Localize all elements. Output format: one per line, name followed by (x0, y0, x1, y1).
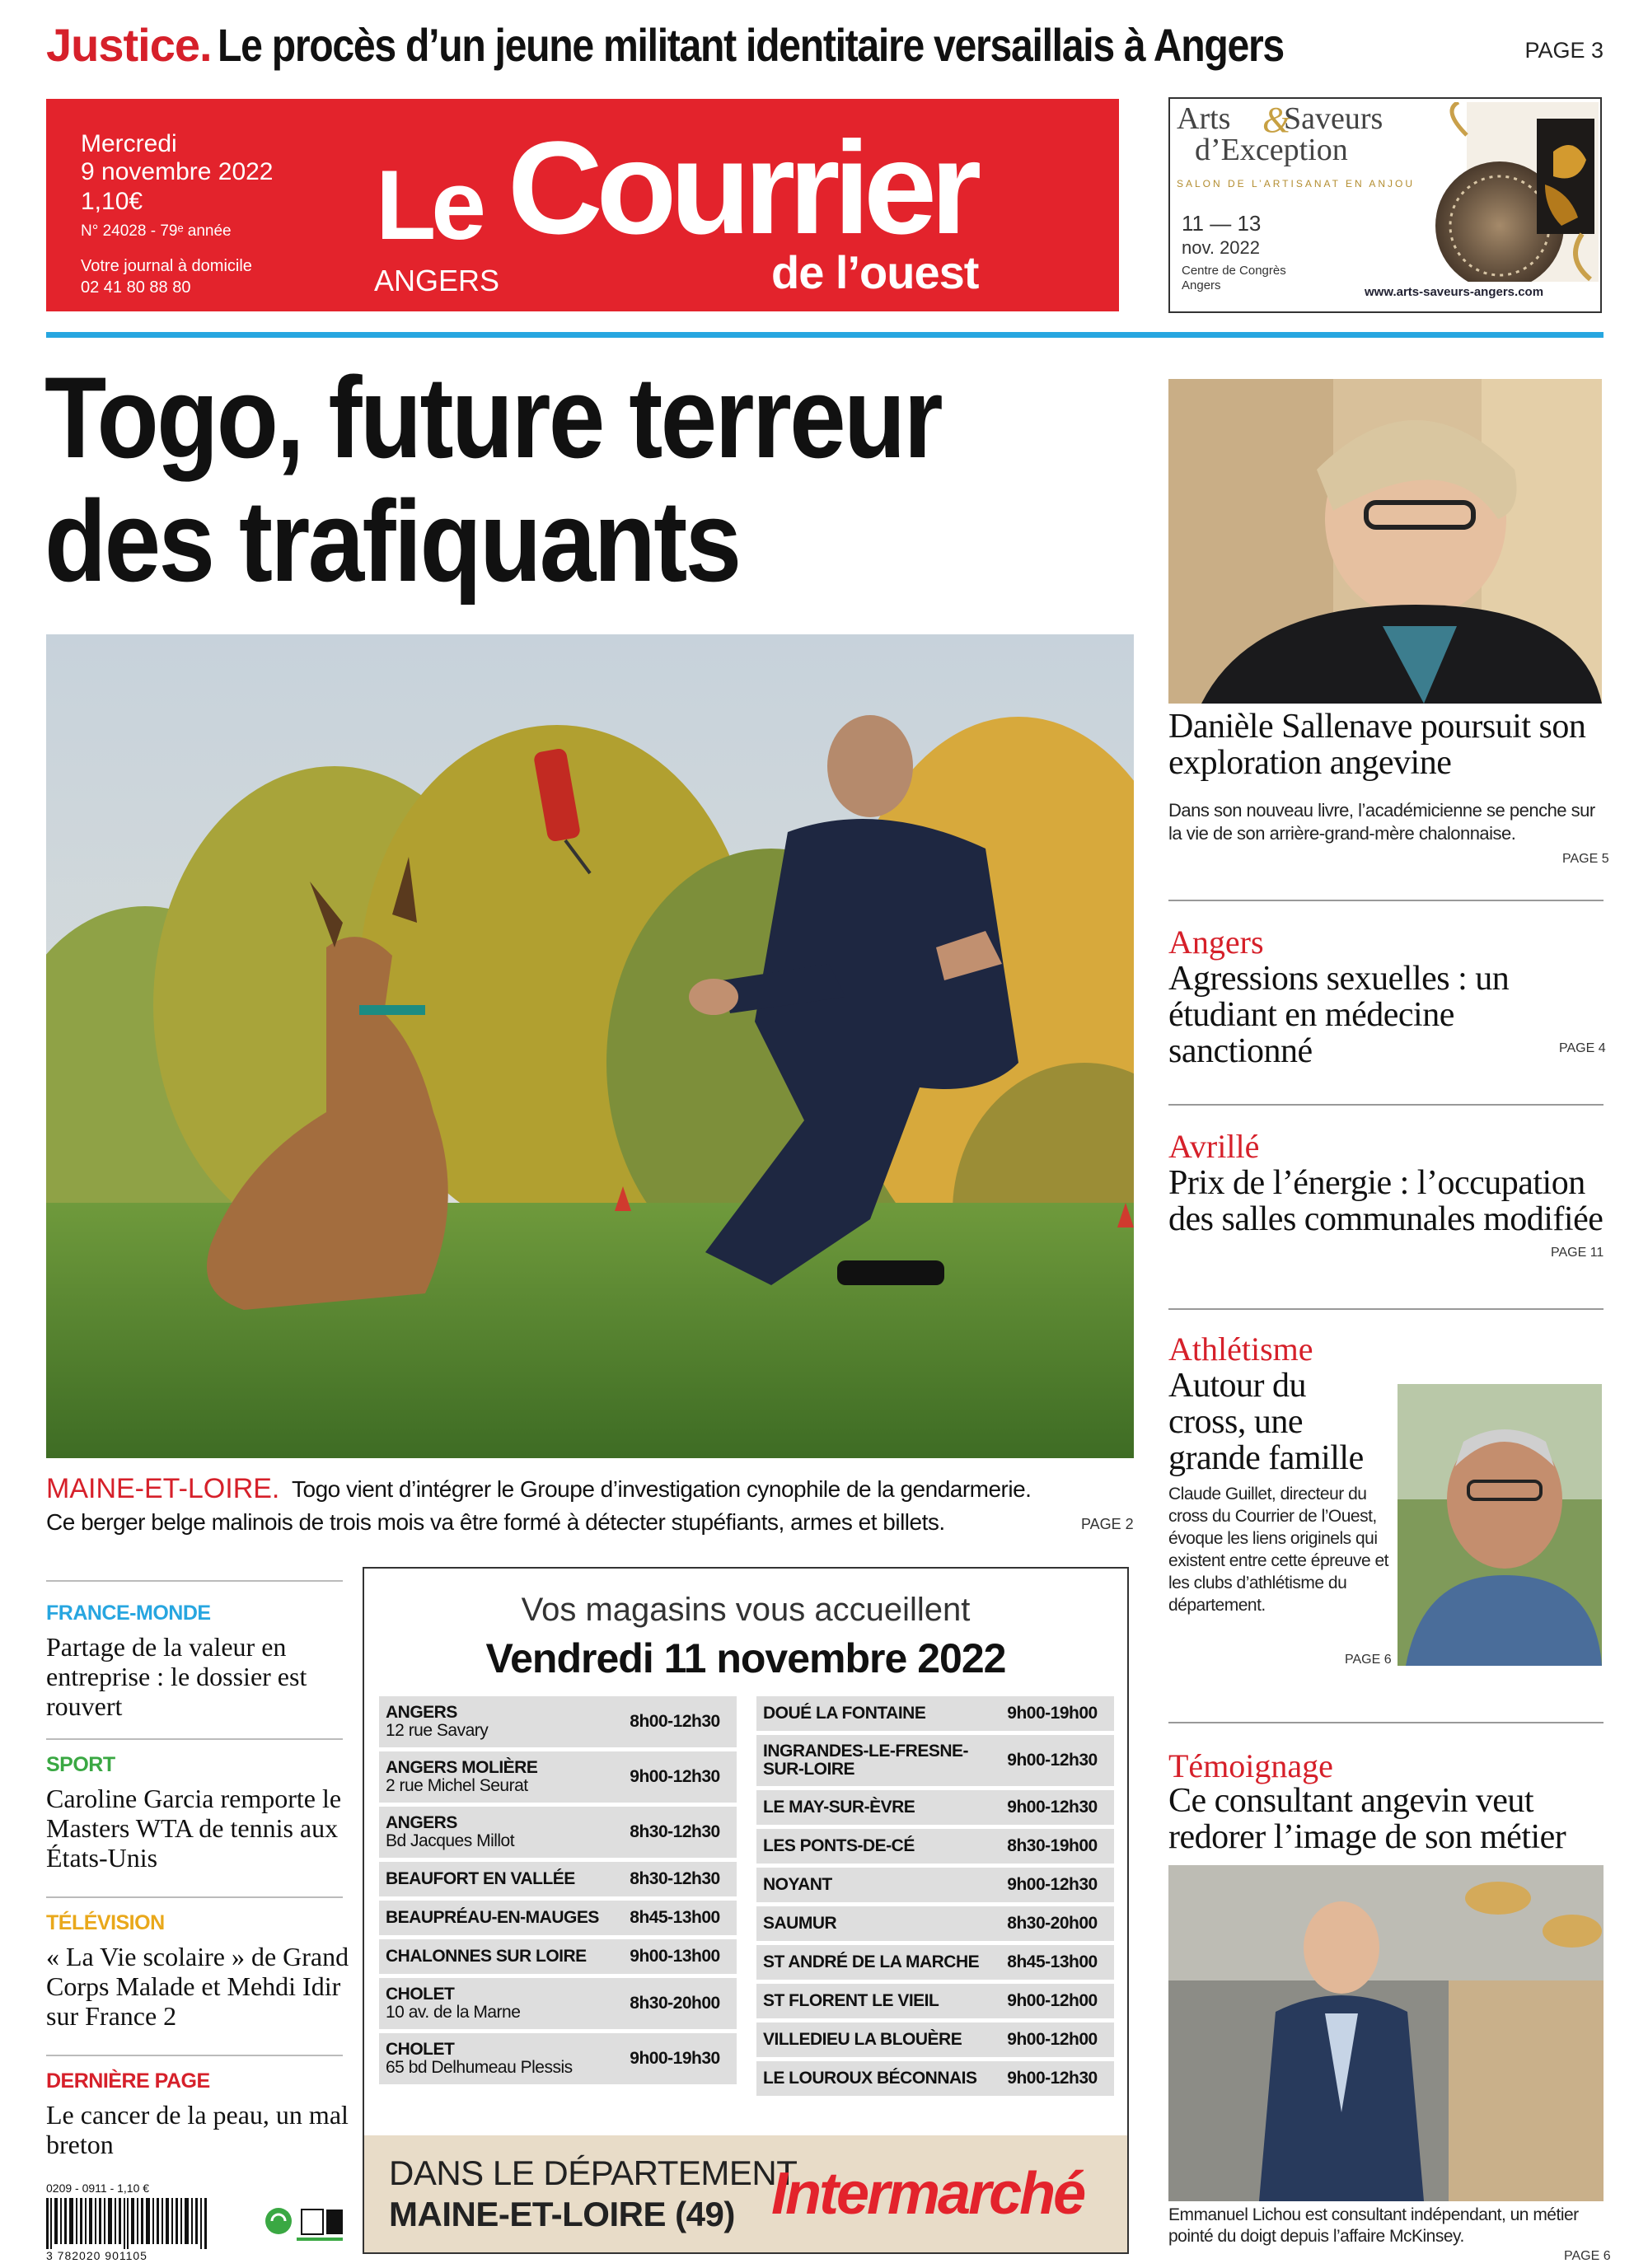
store-name: ST ANDRÉ DE LA MARCHE (756, 1945, 990, 1980)
story-sallenave-body: Dans son nouveau livre, l’académicienne se penche sur la vie de son arrière-grand-mère chalonnaise. (1168, 800, 1595, 844)
barcode-digits: 3 782020 901105 (46, 2249, 147, 2262)
store-hours: 9h00-12h30 (613, 1751, 737, 1803)
store-name: NOYANT (756, 1868, 990, 1902)
brief-divider (46, 1738, 343, 1740)
store-hours: 8h30-20h00 (990, 1906, 1114, 1941)
ad-artwork-image (1376, 102, 1599, 282)
story-divider (1168, 1104, 1604, 1106)
store-name: ANGERS (386, 1813, 457, 1832)
photo-daniele-sallenave[interactable] (1168, 379, 1602, 704)
store-name: VILLEDIEU LA BLOUÈRE (756, 2022, 990, 2057)
arts-saveurs-ad[interactable] (1168, 97, 1602, 313)
masthead (46, 99, 1119, 311)
store-dept-name: MAINE-ET-LOIRE (49) (389, 2195, 735, 2233)
store-name: ST FLORENT LE VIEIL (756, 1984, 990, 2018)
logo-le: Le (376, 150, 482, 260)
edition-day: Mercredi (81, 130, 177, 157)
brief-category: DERNIÈRE PAGE (46, 2069, 210, 2093)
table-row (379, 1696, 737, 1747)
store-name: ANGERS MOLIÈRE (386, 1758, 538, 1777)
store-address: 2 rue Michel Seurat (386, 1776, 528, 1795)
caption-kicker: MAINE-ET-LOIRE. (46, 1473, 280, 1504)
table-row (756, 1906, 1114, 1941)
caption-text-line2: Ce berger belge malinois de trois mois va être formé à détecter stupéfiants, armes et billets. (46, 1509, 945, 1535)
store-hours: 9h00-12h30 (990, 2061, 1114, 2096)
story-athletisme-page: PAGE 6 (1345, 1653, 1392, 1667)
main-headline-line2: des trafiquants (44, 476, 740, 606)
top-teaser[interactable] (46, 18, 1604, 76)
store-hours: 8h30-12h30 (613, 1807, 737, 1858)
table-row (756, 1945, 1114, 1980)
store-name: BEAUFORT EN VALLÉE (379, 1862, 613, 1896)
table-row (756, 1984, 1114, 2018)
story-angers-page: PAGE 4 (1559, 1041, 1606, 1055)
table-row (756, 2022, 1114, 2057)
brief-headline: Caroline Garcia remporte le Masters WTA de tennis aux États-Unis (46, 1784, 342, 1873)
store-name: LES PONTS-DE-CÉ (756, 1829, 990, 1864)
table-row (379, 1978, 737, 2029)
intermarche-logo: Intermarché (771, 2161, 1084, 2227)
ad-title-arts: Arts (1177, 101, 1231, 136)
home-delivery-phone[interactable]: 02 41 80 88 80 (81, 278, 191, 297)
home-delivery-label: Votre journal à domicile (81, 257, 252, 275)
table-row (756, 1735, 1114, 1786)
story-divider (1168, 1722, 1604, 1723)
story-temoignage-title[interactable]: Ce consultant angevin veut redorer l’image de son métier (1168, 1782, 1566, 1856)
table-row (756, 2061, 1114, 2096)
table-row (756, 1696, 1114, 1731)
store-name: DOUÉ LA FONTAINE (756, 1696, 990, 1731)
brief-divider (46, 1896, 343, 1898)
header-divider (46, 332, 1604, 338)
store-hours: 9h00-19h00 (990, 1696, 1114, 1731)
store-hours: 9h00-12h30 (990, 1868, 1114, 1902)
store-address: Bd Jacques Millot (386, 1831, 515, 1850)
brief-headline: Partage de la valeur en entreprise : le dossier est rouvert (46, 1632, 307, 1721)
table-row (379, 2033, 737, 2084)
story-athletisme-title[interactable]: Autour du cross, une grande famille (1168, 1367, 1364, 1477)
table-row (379, 1901, 737, 1935)
edition-price: 1,10€ (81, 188, 143, 215)
main-headline-line1: Togo, future terreur (44, 353, 941, 482)
ad-salon-subtitle: SALON DE L’ARTISANAT EN ANJOU (1177, 178, 1416, 189)
table-row (379, 1807, 737, 1858)
story-sallenave-page: PAGE 5 (1562, 852, 1609, 866)
top-teaser-headline[interactable]: Le procès d’un jeune militant identitaire versaillais à Angers (218, 19, 1284, 71)
ad-venue: Centre de Congrès (1182, 264, 1286, 278)
store-hours: 9h00-12h30 (990, 1735, 1114, 1786)
table-row (756, 1829, 1114, 1864)
intermarche-ad[interactable] (363, 1567, 1129, 2254)
brief-television[interactable] (46, 1911, 351, 2031)
store-hours: 8h30-19h00 (990, 1829, 1114, 1864)
store-name-continued: SUR-LOIRE (763, 1760, 854, 1779)
store-dept-label: DANS LE DÉPARTEMENT (389, 2153, 798, 2192)
edition-date: 9 novembre 2022 (81, 158, 274, 185)
barcode-code-label: 0209 - 0911 - 1,10 € (46, 2181, 150, 2195)
top-teaser-page: PAGE 3 (1524, 38, 1604, 63)
edition-issue-number: N° 24028 - 79ᵉ année (81, 222, 232, 240)
brief-category: SPORT (46, 1753, 115, 1776)
table-row (379, 1862, 737, 1896)
store-hours: 8h00-12h30 (613, 1696, 737, 1747)
store-name: SAUMUR (756, 1906, 990, 1941)
store-hours: 8h30-12h30 (613, 1862, 737, 1896)
story-avrille-page: PAGE 11 (1551, 1246, 1604, 1260)
brief-france-monde[interactable] (46, 1602, 351, 1721)
store-name: ANGERS (386, 1703, 457, 1722)
edition-city: ANGERS (374, 264, 500, 297)
ad-venue-city: Angers (1182, 278, 1221, 292)
story-temoignage-body: Emmanuel Lichou est consultant indépendant, un métier pointé du doigt depuis l’affaire McKinsey. (1168, 2205, 1579, 2246)
store-hours: 9h00-12h00 (990, 1984, 1114, 2018)
brief-derniere-page[interactable] (46, 2069, 351, 2159)
store-name: LE LOUROUX BÉCONNAIS (756, 2061, 990, 2096)
store-name: BEAUPRÉAU-EN-MAUGES (379, 1901, 613, 1935)
briefs-top-divider (46, 1580, 343, 1582)
store-address: 12 rue Savary (386, 1721, 489, 1740)
ad-title-saveurs: Saveurs (1284, 101, 1383, 136)
store-hours: 9h00-19h30 (613, 2033, 737, 2084)
store-name: CHOLET (386, 2040, 455, 2059)
brief-headline: Le cancer de la peau, un mal breton (46, 2100, 349, 2159)
ad-month: nov. 2022 (1182, 237, 1261, 258)
store-hours: 8h45-13h00 (613, 1901, 737, 1935)
store-hours: 8h30-20h00 (613, 1978, 737, 2029)
caption-page-ref: PAGE 2 (1081, 1516, 1134, 1532)
logo-de-l-ouest: de l’ouest (771, 246, 979, 298)
story-angers-title[interactable]: Agressions sexuelles : un étudiant en médecine sanctionné (1168, 960, 1510, 1070)
store-hours: 9h00-12h30 (990, 1790, 1114, 1825)
table-row (756, 1868, 1114, 1902)
main-photo-dog-and-gendarme[interactable] (46, 634, 1134, 1458)
store-name: LE MAY-SUR-ÈVRE (756, 1790, 990, 1825)
store-hours: 8h45-13h00 (990, 1945, 1114, 1980)
story-avrille-title[interactable]: Prix de l’énergie : l’occupation des salles communales modifiée (1168, 1164, 1604, 1238)
store-hours-table-left (379, 1692, 737, 2088)
store-name: CHOLET (386, 1985, 455, 2004)
logo-courrier: Courrier (508, 114, 976, 261)
main-headline[interactable] (44, 353, 1009, 606)
store-address: 65 bd Delhumeau Plessis (386, 2058, 573, 2077)
story-angers-kicker: Angers (1168, 924, 1264, 961)
brief-category: TÉLÉVISION (46, 1911, 165, 1934)
story-athletisme-body: Claude Guillet, directeur du cross du Courrier de l’Ouest, évoque les liens originels qui existent entre cette épreuve et les clubs d’athlétisme du département. (1168, 1485, 1389, 1615)
story-divider (1168, 1308, 1604, 1310)
brief-headline: « La Vie scolaire » de Grand Corps Malade et Mehdi Idir sur France 2 (46, 1942, 349, 2031)
table-row (379, 1939, 737, 1974)
photo-emmanuel-lichou[interactable] (1168, 1865, 1604, 2201)
story-temoignage-page: PAGE 6 (1564, 2249, 1611, 2263)
caption-text-line1: Togo vient d’intégrer le Groupe d’investigation cynophile de la gendarmerie. (292, 1476, 1032, 1502)
store-address: 10 av. de la Marne (386, 2003, 521, 2022)
store-name: INGRANDES-LE-FRESNE- (763, 1742, 969, 1761)
store-ad-subtitle: Vos magasins vous accueillent (521, 1592, 971, 1628)
ad-title-ampersand: & (1262, 100, 1291, 140)
story-sallenave-title[interactable]: Danièle Sallenave poursuit son exploration angevine (1168, 708, 1586, 782)
story-divider (1168, 900, 1604, 901)
top-teaser-kicker: Justice. (46, 19, 212, 71)
table-row (756, 1790, 1114, 1825)
photo-claude-guillet[interactable] (1398, 1384, 1602, 1666)
story-athletisme-kicker: Athlétisme (1168, 1330, 1313, 1368)
recycling-logos-icon (264, 2203, 346, 2244)
brief-divider (46, 2055, 343, 2056)
brief-sport[interactable] (46, 1753, 351, 1873)
store-ad-date: Vendredi 11 novembre 2022 (485, 1635, 1006, 1681)
store-hours: 9h00-12h00 (990, 2022, 1114, 2057)
ad-title-exception: d’Exception (1195, 133, 1348, 167)
barcode-icon (46, 2198, 219, 2249)
store-hours: 9h00-13h00 (613, 1939, 737, 1974)
brief-category: FRANCE-MONDE (46, 1602, 211, 1625)
store-hours-table-right (756, 1692, 1114, 2100)
store-ad-footer (364, 2135, 1127, 2252)
table-row (379, 1751, 737, 1803)
ad-url-link[interactable]: www.arts-saveurs-angers.com (1365, 285, 1544, 299)
store-name: CHALONNES SUR LOIRE (379, 1939, 613, 1974)
story-temoignage-kicker: Témoignage (1168, 1747, 1333, 1784)
story-avrille-kicker: Avrillé (1168, 1128, 1260, 1165)
ad-dates: 11 — 13 (1182, 211, 1262, 236)
